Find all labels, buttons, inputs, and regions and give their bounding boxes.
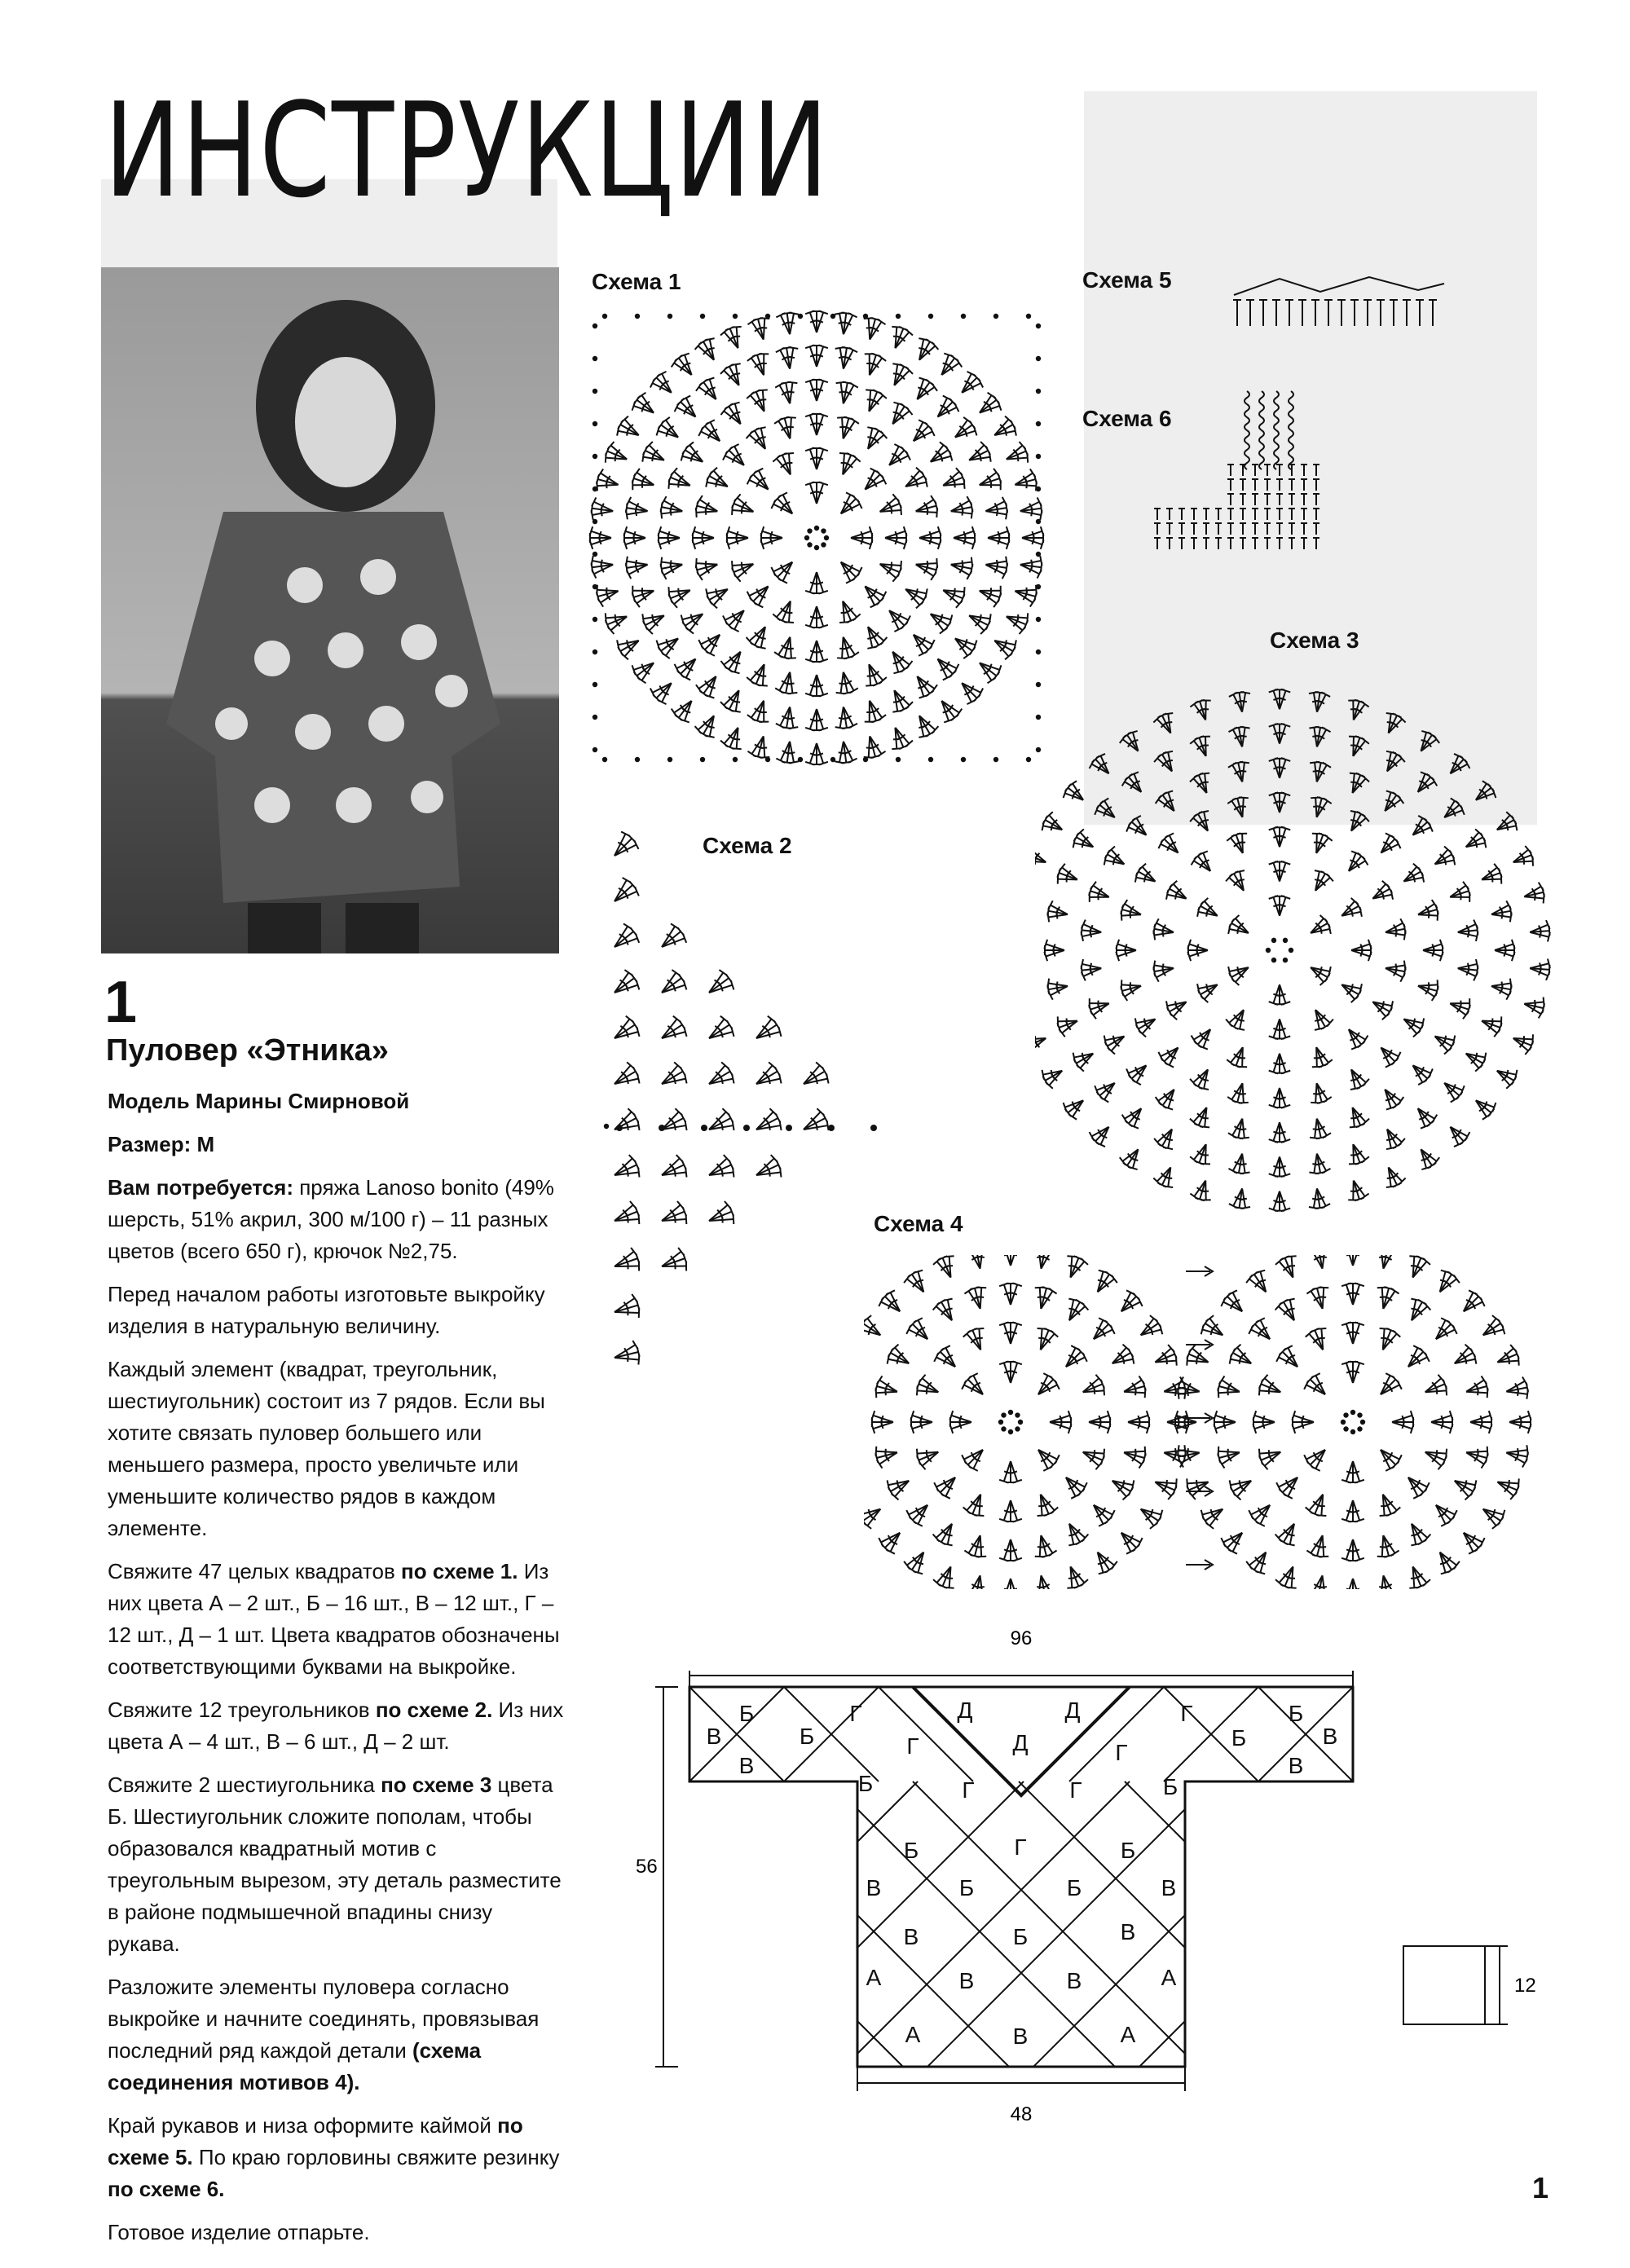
model-photo: [101, 267, 559, 953]
paragraph-final: Готовое изделие отпарьте.: [108, 2220, 370, 2244]
page-title: ИНСТРУКЦИИ: [104, 74, 830, 227]
model-author: Модель Марины Смирновой: [108, 1089, 410, 1113]
model-size: Размер: М: [108, 1132, 215, 1156]
scheme-4-label: Схема 4: [874, 1211, 963, 1236]
edge-text-c: По краю горловины свяжите резинку: [192, 2145, 560, 2169]
edge-text-d: по схеме 6.: [108, 2177, 225, 2201]
scheme-3-label: Схема 3: [1270, 628, 1359, 653]
join-text-a: Разложите элементы пуловера согласно выкройке и начните соединять, провязывая последний ряд каждой детали: [108, 1975, 540, 2063]
model-number: 1: [104, 970, 138, 1035]
dim-bottom: 48: [1010, 2103, 1033, 2125]
triangles-text-a: Свяжите 12 треугольников: [108, 1698, 376, 1722]
hex-text-c: цвета Б. Шестиугольник сложите пополам, чтобы образовался квадратный мотив с треугольным вырезом, эту деталь разместите в районе подмышечной впадины снизу рукава.: [108, 1773, 562, 1956]
hex-text-a: Свяжите 2 шестиугольника: [108, 1773, 381, 1797]
instructions-body: [108, 1086, 569, 2260]
crochet-square-chart-icon: [588, 310, 1045, 766]
hex-text-b: по схеме 3: [381, 1773, 492, 1797]
dim-top: 96: [1010, 1627, 1033, 1649]
model-title: Пуловер «Этника»: [106, 1033, 389, 1068]
scheme-6-label: Схема 6: [1082, 406, 1172, 431]
crochet-join-chart-icon: [864, 1255, 1540, 1589]
garment-pattern-diagram: [636, 1622, 1573, 2143]
paragraph-pattern: Перед началом работы изготовьте выкройку изделия в натуральную величину.: [108, 1282, 545, 1338]
materials-text: пряжа Lanoso bonito (49% шерсть, 51% акрил, 300 м/100 г) – 11 разных цветов (всего 650 г), крючок №2,75.: [108, 1175, 554, 1263]
squares-text-c: Из них цвета А – 2 шт., Б – 16 шт., В – 12 шт., Г – 12 шт., Д – 1 шт. Цвета квадратов обозначены соответствующими буквами на выкройке.: [108, 1559, 560, 1679]
page-number: 1: [1532, 2171, 1549, 2204]
scheme-1-label: Схема 1: [592, 269, 681, 294]
ribbing-chart-icon: [1149, 383, 1337, 562]
scheme-5-label: Схема 5: [1082, 267, 1172, 293]
squares-text-a: Свяжите 47 целых квадратов: [108, 1559, 402, 1583]
scheme-2-label: Схема 2: [703, 833, 792, 858]
border-chart-icon: [1231, 267, 1451, 332]
triangles-text-b: по схеме 2.: [375, 1698, 493, 1722]
paragraph-hexagons: [108, 1769, 569, 1960]
triangles-text-c: Из них цвета А – 4 шт., В – 6 шт., Д – 2 шт.: [108, 1698, 564, 1754]
edge-text-a: Край рукавов и низа оформите каймой: [108, 2113, 498, 2138]
crochet-hexagon-chart-icon: [1035, 665, 1557, 1219]
paragraph-triangles: [108, 1694, 569, 1758]
model-photo-icon: [101, 267, 559, 953]
dim-small: 12: [1514, 1975, 1536, 1997]
materials-label: Вам потребуется:: [108, 1175, 293, 1200]
paragraph-squares: [108, 1556, 569, 1683]
paragraph-elements: Каждый элемент (квадрат, треугольник, шестиугольник) состоит из 7 рядов. Если вы хотите связать пуловер большего или меньшего размера, просто увеличьте или уменьшите количество рядов в каждом элементе.: [108, 1357, 545, 1540]
edge-text-b: по схеме 5.: [108, 2113, 523, 2169]
dim-left: 56: [636, 1856, 658, 1878]
squares-text-b: по схеме 1.: [401, 1559, 518, 1583]
paragraph-joining: [108, 1971, 569, 2098]
paragraph-edging: [108, 2110, 569, 2205]
join-text-b: (схема соединения мотивов 4).: [108, 2038, 482, 2094]
